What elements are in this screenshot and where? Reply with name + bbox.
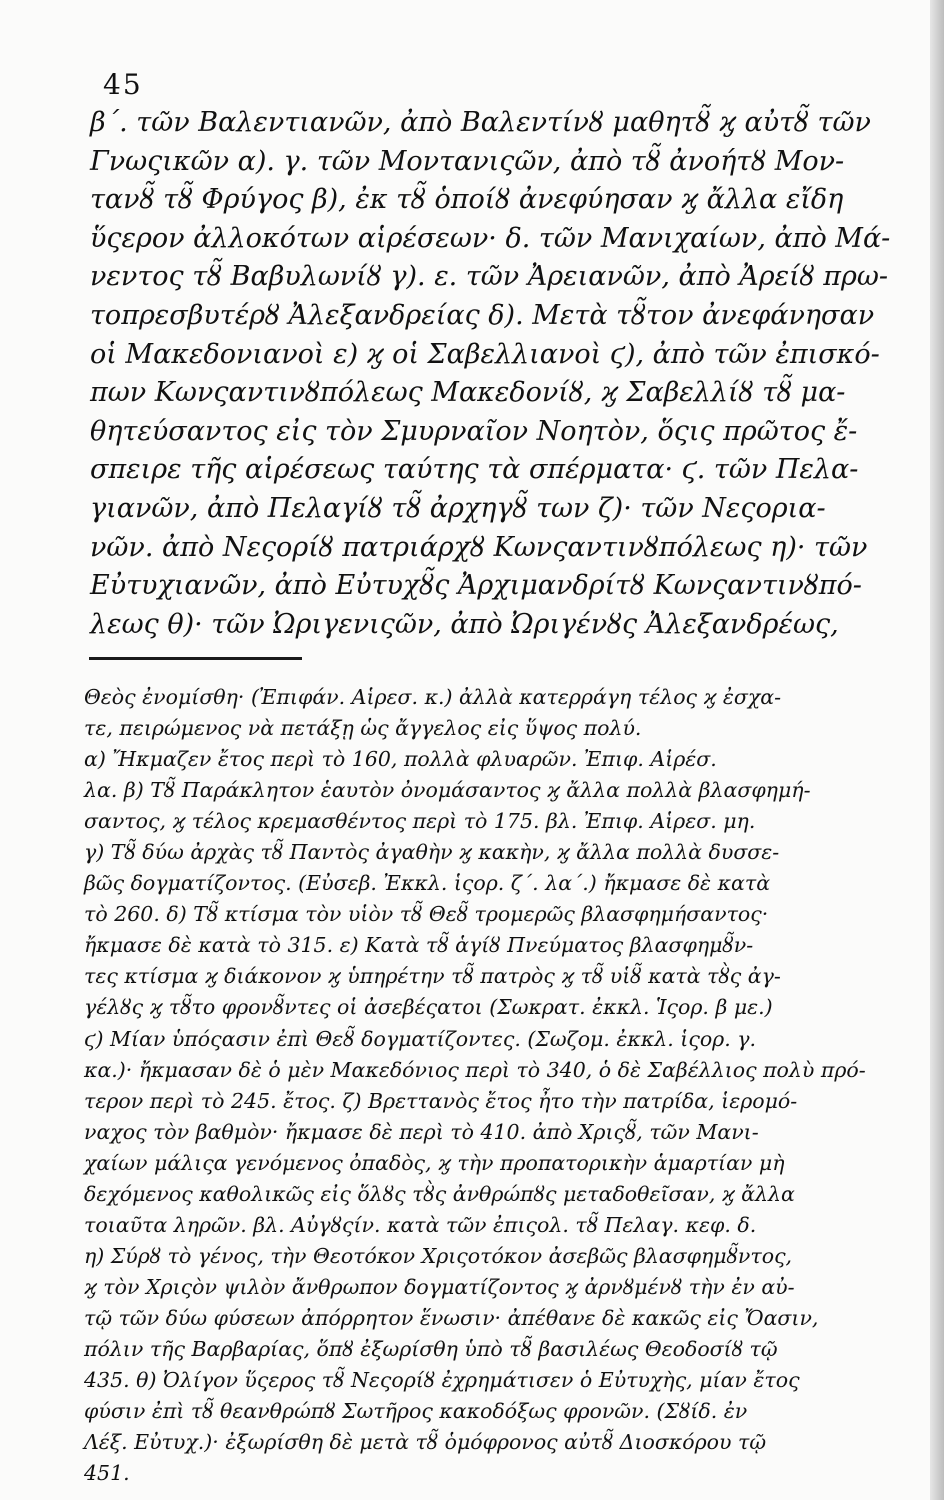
footnote-line: πόλιν τῆς Βαρβαρίας, ὅπȣ ἐξωρίσθη ὑπὸ τȣ̃ βασιλέως Θεοδοσίȣ τῷ xyxy=(84,1336,778,1361)
footnote-line: τες κτίσμα ϗ διάκονον ϗ ὑπηρέτην τȣ̃ πατρὸς ϗ τȣ̃ υἱȣ̃ κατὰ τȣ̀ς ἀγ- xyxy=(84,964,781,989)
footnote-line: ἤκμασε δὲ κατὰ τὸ 315. ε) Κατὰ τȣ̃ ἁγίȣ Πνεύματος βλασφημȣ̃ν- xyxy=(84,933,754,958)
footnote-line: α) Ἤκμαζεν ἔτος περὶ τὸ 160, πολλὰ φλυαρῶν. Ἐπιφ. Αἱρέσ. xyxy=(84,747,717,772)
main-text-line: β΄. τῶν Βαλεντιανῶν, ἀπὸ Βαλεντίνȣ μαθητȣ̃ ϗ αὐτȣ̃ τῶν xyxy=(90,107,871,138)
main-text-line: ὕςερον ἀλλοκότων αἱρέσεων· δ. τῶν Μανιχαίων, ἀπὸ Μά- xyxy=(90,222,891,254)
footnote-line: γέλȣς ϗ τȣ̃το φρονȣ̃ντες οἱ ἀσεβέςατοι (Σωκρατ. ἐκκλ. Ἱςορ. β με.) xyxy=(84,995,773,1020)
main-text-line: λεως θ)· τῶν Ὠριγενιςῶν, ἀπὸ Ὠριγένȣς Ἀλεξανδρέως, xyxy=(90,608,839,640)
footnote-line: τερον περὶ τὸ 245. ἔτος. ζ) Βρεττανὸς ἔτος ἦτο τὴν πατρίδα, ἱερομό- xyxy=(84,1088,798,1113)
main-text-line: πων Κωνςαντινȣπόλεως Μακεδονίȣ, ϗ Σαβελλίȣ τȣ̃ μα- xyxy=(90,377,846,409)
footnote-line: δεχόμενος καθολικῶς εἰς ὅλȣς τȣ̀ς ἀνθρώπȣς μεταδοθεῖσαν, ϗ ἄλλα xyxy=(84,1181,795,1206)
footnote-line: τῷ τῶν δύω φύσεων ἀπόρρητον ἕνωσιν· ἀπέθανε δὲ κακῶς εἰς Ὄασιν, xyxy=(84,1305,819,1330)
footnote-divider xyxy=(89,657,302,660)
footnote-line: η) Σύρȣ τὸ γένος, τὴν Θεοτόκον Χριςοτόκον ἀσεβῶς βλασφημȣ̃ντος, xyxy=(84,1243,793,1268)
footnote-line: ϗ τὸν Χριςὸν ψιλὸν ἄνθρωπον δογματίζοντος ϗ ἀρνȣμένȣ τὴν ἐν αὐ- xyxy=(84,1274,795,1299)
main-text-line: οἱ Μακεδονιανοὶ ε) ϗ οἱ Σαβελλιανοὶ ϛ), ἀπὸ τῶν ἐπισκό- xyxy=(90,338,880,370)
footnote-line: βῶς δογματίζοντος. (Εὐσεβ. Ἐκκλ. ἱςορ. ζ΄. λα΄.) ἤκμασε δὲ κατὰ xyxy=(84,871,771,896)
footnote-line: ναχος τὸν βαθμὸν· ἤκμασε δὲ περὶ τὸ 410. ἀπὸ Χριςȣ̃, τῶν Μανι- xyxy=(84,1119,759,1144)
main-text-line: Εὐτυχιανῶν, ἀπὸ Εὐτυχȣ̃ς Ἀρχιμανδρίτȣ Κωνςαντινȣπό- xyxy=(90,570,862,602)
main-text-line: τοπρεσβυτέρȣ Ἀλεξανδρείας δ). Μετὰ τȣ̃τον ἀνεφάνησαν xyxy=(90,299,875,331)
main-text-line: νῶν. ἀπὸ Νεςορίȣ πατριάρχȣ Κωνςαντινȣπόλεως η)· τῶν xyxy=(90,531,868,563)
footnote-line: γ) Τȣ̃ δύω ἀρχὰς τȣ̃ Παντὸς ἀγαθὴν ϗ κακὴν, ϗ ἄλλα πολλὰ δυσσε- xyxy=(84,840,780,865)
footnote-line: λα. β) Τȣ̃ Παράκλητον ἑαυτὸν ὀνομάσαντος ϗ ἄλλα πολλὰ βλασφημή- xyxy=(84,778,811,803)
footnote-line: τὸ 260. δ) Τȣ̃ κτίσμα τὸν υἱὸν τȣ̃ Θεȣ̃ τρομερῶς βλασφημήσαντος· xyxy=(84,902,769,927)
main-text-line: σπειρε τῆς αἱρέσεως ταύτης τὰ σπέρματα· ϛ. τῶν Πελα- xyxy=(90,454,859,486)
footnote-line: σαντος, ϗ τέλος κρεμασθέντος περὶ τὸ 175. βλ. Ἐπιφ. Αἱρεσ. μη. xyxy=(84,809,756,834)
main-text-line: θητεύσαντος εἰς τὸν Σμυρναῖον Νοητὸν, ὅςις πρῶτος ἔ- xyxy=(90,415,858,447)
main-text-line: γιανῶν, ἀπὸ Πελαγίȣ τȣ̃ ἀρχηγȣ̃ των ζ)· τῶν Νεςορια- xyxy=(90,492,826,524)
footnote-line: ϛ) Μίαν ὑπόςασιν ἐπὶ Θεȣ̃ δογματίζοντες. (Σωζομ. ἐκκλ. ἱςορ. γ. xyxy=(84,1026,757,1051)
footnote-line: Θεὸς ἐνομίσθη· (Ἐπιφάν. Αἱρεσ. κ.) ἀλλὰ κατερράγη τέλος ϗ ἐσχα- xyxy=(84,685,782,709)
main-text-line: Γνωςικῶν α). γ. τῶν Μοντανιςῶν, ἀπὸ τȣ̃ ἀνοήτȣ Μον- xyxy=(90,145,845,177)
main-text-line: τανȣ̃ τȣ̃ Φρύγος β), ἐκ τȣ̃ ὁποίȣ ἀνεφύησαν ϗ ἄλλα εἴδη xyxy=(90,184,844,216)
footnote-line: τε, πειρώμενος νὰ πετάξῃ ὡς ἄγγελος εἰς ὕψος πολύ. xyxy=(84,716,642,741)
main-text-line: νεντος τȣ̃ Βαβυλωνίȣ γ). ε. τῶν Ἀρειανῶν, ἀπὸ Ἀρείȣ πρω- xyxy=(90,261,889,293)
footnote-line: 435. θ) Ὀλίγον ὕςερος τȣ̃ Νεςορίȣ ἐχρημάτισεν ὁ Εὐτυχὴς, μίαν ἔτος xyxy=(84,1368,800,1393)
main-text-block xyxy=(90,104,920,644)
footnote-line: χαίων μάλιςα γενόμενος ὀπαδὸς, ϗ τὴν προπατορικὴν ἁμαρτίαν μὴ xyxy=(84,1150,785,1175)
footnote-line: 451. xyxy=(84,1461,130,1486)
footnote-line: Λέξ. Εὐτυχ.)· ἐξωρίσθη δὲ μετὰ τȣ̃ ὁμόφρονος αὐτȣ̃ Διοσκόρου τῷ xyxy=(84,1430,767,1455)
page-edge-shadow xyxy=(930,0,944,1500)
footnote-line: κα.)· ἤκμασαν δὲ ὁ μὲν Μακεδόνιος περὶ τὸ 340, ὁ δὲ Σαβέλλιος πολὺ πρό- xyxy=(84,1057,866,1082)
footnotes-block xyxy=(84,682,924,1489)
footnote-line: φύσιν ἐπὶ τȣ̃ θεανθρώπȣ Σωτῆρος κακοδόξως φρονῶν. (Σȣίδ. ἐν xyxy=(84,1399,748,1424)
page-number: 45 xyxy=(103,68,143,101)
footnote-line: τοιαῦτα ληρῶν. βλ. Αὐγȣςίν. κατὰ τῶν ἐπιςολ. τȣ̃ Πελαγ. κεφ. δ. xyxy=(84,1212,757,1237)
